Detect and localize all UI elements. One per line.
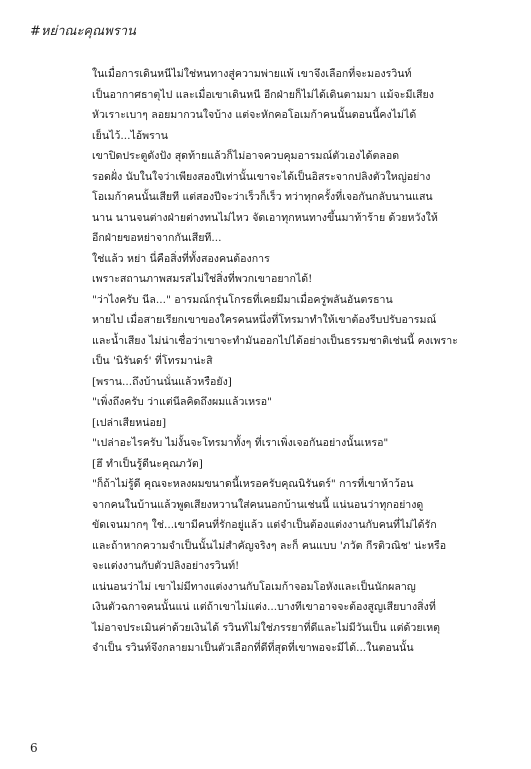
- paragraph-line: และน้ำเสียง ไม่น่าเชื่อว่าเขาจะทำมันออกไปได้อย่างเป็นธรรมชาติเช่นนี้ คงเพราะ: [92, 334, 458, 347]
- paragraph: [64, 433, 502, 454]
- paragraph: [64, 146, 502, 249]
- paragraph-line: "เปล่าอะไรครับ ไม่งั้นจะโทรมาทั้งๆ ที่เราเพิ่งเจอกันอย่างนั้นเหรอ": [92, 437, 389, 449]
- paragraph-line: "เพิ่งถึงครับ ว่าแต่นีลคิดถึงผมแล้วเหรอ": [92, 396, 272, 408]
- paragraph: [64, 269, 502, 290]
- paragraph: [64, 474, 502, 577]
- paragraph-line: จากคนในบ้านแล้วพูดเสียงหวานใส่คนนอกบ้านเช่นนี้ แน่นอนว่าทุกอย่างดู: [92, 498, 424, 511]
- paragraph-line: โอเมก้าคนนั้นเสียที แต่สองปีจะว่าเร็วก็เร็ว ทว่าทุกครั้งที่เจอกันกลับนานแสน: [92, 191, 433, 203]
- paragraph-line: รอดฝั่ง นับในใจว่าเพียงสองปีเท่านั้นเขาจะได้เป็นอิสระจากปลิงตัวใหญ่อย่าง: [92, 170, 431, 183]
- paragraph-line: จะแต่งงานกับตัวปลิงอย่างรวินท์!: [92, 560, 240, 572]
- paragraph-line: เป็นอากาศธาตุไป และเมื่อเขาเดินหนี อีกฝ่ายก็ไม่ได้เดินตามมา แม้จะมีเสียง: [92, 88, 434, 101]
- paragraph-line: แน่นอนว่าไม่ เขาไม่มีทางแต่งงานกับโอเมก้าจอมโอหังและเป็นนักผลาญ: [92, 580, 416, 593]
- paragraph-line: เย็นไว้...ไอ้พราน: [92, 129, 169, 142]
- paragraph-line: ขัดเจนมากๆ ใช่...เขามีคนที่รักอยู่แล้ว แต่จำเป็นต้องแต่งงานกับคนที่ไม่ได้รัก: [92, 519, 437, 531]
- paragraph-line: [เปล่าเสียหน่อย]: [92, 416, 167, 429]
- paragraph-line: ไม่อาจประเมินค่าด้วยเงินได้ รวินท์ไม่ใช่ภรรยาที่ดีและไม่มีวันเป็น แต่ด้วยเหตุ: [92, 621, 441, 634]
- paragraph-line: หัวเราะเบาๆ ลอยมากวนใจบ้าง แต่จะหักคอโอเมก้าคนนั้นตอนนี้คงไม่ได้: [92, 109, 417, 121]
- paragraph: [64, 577, 502, 659]
- paragraph-line: ในเมื่อการเดินหนีไม่ใช่หนทางสู่ความพ่ายแพ้ เขาจึงเลือกที่จะมองรวินท์: [92, 68, 412, 80]
- paragraph-line: เพราะสถานภาพสมรสไม่ใช่สิ่งที่พวกเขาอยากได้!: [92, 273, 313, 285]
- paragraph-line: หายไป เมื่อสายเรียกเขาของใครคนหนึ่งที่โทรมาทำให้เขาต้องรีบปรับอารมณ์: [92, 314, 437, 326]
- paragraph-line: "ว่าไงครับ นีล..." อารมณ์กรุ่นโกรธที่เคยมีมาเมื่อครู่พลันอันตรธาน: [92, 293, 393, 306]
- paragraph: [64, 64, 502, 126]
- paragraph-line: จำเป็น รวินท์จึงกลายมาเป็นตัวเลือกที่ดีที่สุดที่เขาพอจะมีได้...ในตอนนั้น: [92, 642, 414, 654]
- paragraph: [64, 290, 502, 372]
- paragraph: [64, 249, 502, 270]
- paragraph-line: และถ้าหากความจำเป็นนั้นไม่สำคัญจริงๆ ละก็ คนแบบ 'ภวัต กีรติวณิช' น่ะหรือ: [92, 539, 447, 552]
- running-header: #หย่าณะคุณพราน: [30, 24, 136, 39]
- paragraph-line: [พราน...ถึงบ้านนั่นแล้วหรือยัง]: [92, 375, 232, 388]
- paragraph: [64, 126, 502, 147]
- paragraph-line: [ฮึ ทำเป็นรู้ดีนะคุณภวัต]: [92, 457, 203, 470]
- paragraph: [64, 372, 502, 393]
- paragraph-line: เขาปิดประตูดังปัง สุดท้ายแล้วก็ไม่อาจควบคุมอารมณ์ตัวเองได้ตลอด: [92, 150, 400, 162]
- paragraph-line: "ก็ถ้าไม่รู้ดี คุณจะหลงผมขนาดนี้เหรอครับคุณนิรันดร์" การที่เขาห้าว้อน: [92, 478, 414, 490]
- paragraph-line: อีกฝ่ายขอหย่าจากกันเสียที...: [92, 232, 222, 244]
- page-number: 6: [30, 741, 38, 755]
- paragraph: [64, 392, 502, 413]
- paragraph: [64, 454, 502, 475]
- paragraph-line: เงินตัวฉกาจคนนั้นแน่ แต่ถ้าเขาไม่แต่ง...บางทีเขาอาจจะต้องสูญเสียบางสิ่งที่: [92, 601, 436, 613]
- paragraph-line: ใช่แล้ว หย่า นี่คือสิ่งที่ทั้งสองคนต้องการ: [92, 252, 270, 265]
- paragraph-line: เป็น 'นิรันดร์' ที่โทรมาน่ะสิ: [92, 355, 213, 367]
- body-text: [64, 64, 502, 659]
- paragraph: [64, 413, 502, 434]
- paragraph-line: นาน นานจนต่างฝ่ายต่างทนไม่ไหว จัดเอาทุกหนทางขึ้นมาท้าร้าย ด้วยหวังให้: [92, 211, 438, 224]
